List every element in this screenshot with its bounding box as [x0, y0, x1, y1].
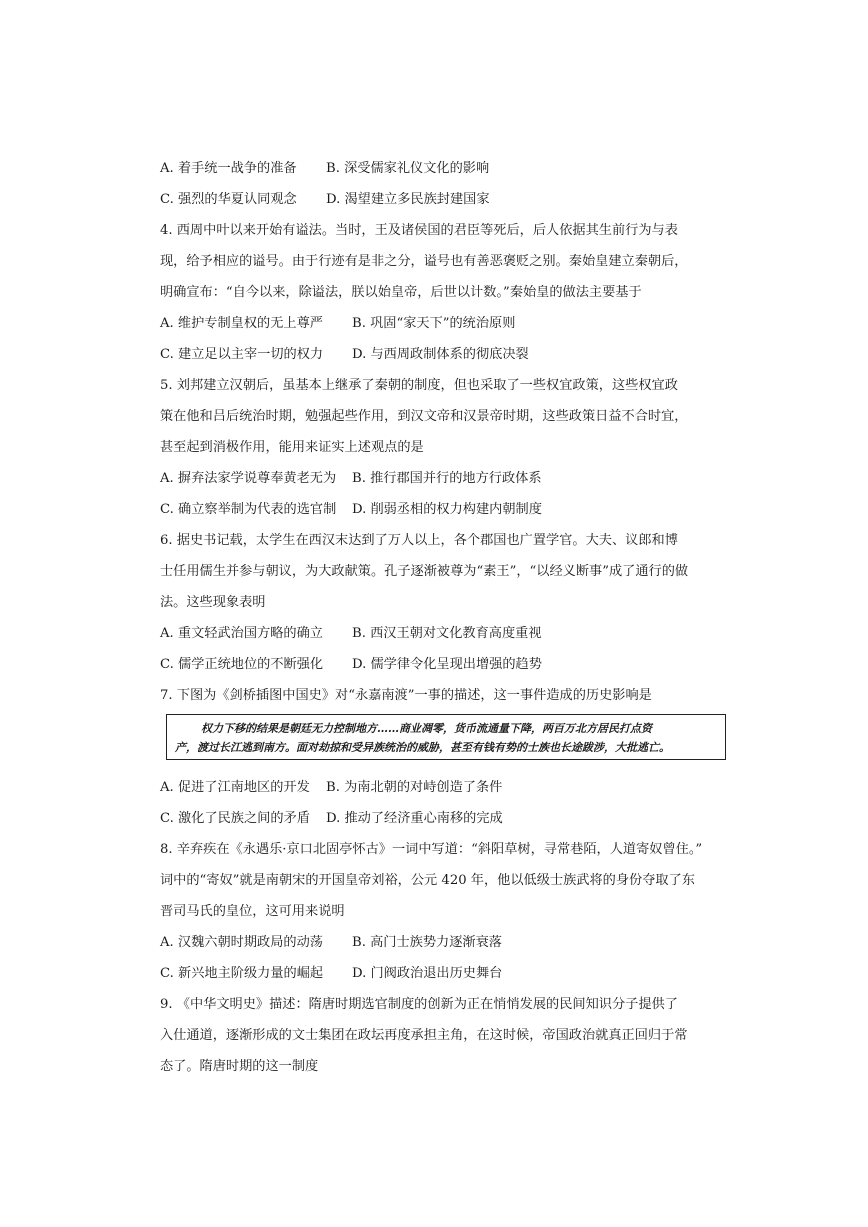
- q3-option-c: C. 强烈的华夏认同观念: [160, 192, 297, 207]
- q5-stem-line-1: 5. 刘邦建立汉朝后，虽基本上继承了秦朝的制度，但也采取了一些权宜政策，这些权宜政: [160, 378, 678, 393]
- q6-options-row-1: [160, 625, 720, 643]
- q7-option-b: B. 为南北朝的对峙创造了条件: [326, 780, 503, 795]
- q7-options-row-1: [160, 779, 720, 797]
- q9-stem-line-1: 9. 《中华文明史》描述：隋唐时期选官制度的创新为正在悄悄发展的民间知识分子提供了: [160, 997, 678, 1012]
- q6-option-d: D. 儒学律令化呈现出增强的趋势: [352, 657, 542, 672]
- q5-option-c: C. 确立察举制为代表的选官制: [160, 502, 337, 517]
- q3-option-b: B. 深受儒家礼仪文化的影响: [326, 161, 490, 176]
- q5-options-row-1: [160, 470, 720, 488]
- q9-stem-line-3: 态了。隋唐时期的这一制度: [160, 1059, 319, 1074]
- q7-stem: 7. 下图为《剑桥插图中国史》对“永嘉南渡”一事的描述，这一事件造成的历史影响是: [160, 688, 652, 703]
- q6-option-b: B. 西汉王朝对文化教育高度重视: [352, 626, 542, 641]
- q8-options-row-1: [160, 934, 720, 952]
- q6-option-c: C. 儒学正统地位的不断强化: [160, 657, 324, 672]
- q8-options-row-2: [160, 965, 720, 983]
- q3-options-row-1: [160, 160, 720, 178]
- q8-option-a: A. 汉魏六朝时期政局的动荡: [160, 935, 323, 950]
- q5-option-a: A. 摒弃法家学说尊奉黄老无为: [160, 471, 337, 486]
- q4-stem-line-1: 4. 西周中叶以来开始有谥法。当时，王及诸侯国的君臣等死后，后人依据其生前行为与表: [160, 223, 678, 238]
- q9-stem-line-2: 入仕通道，逐渐形成的文士集团在政坛再度承担主角，在这时候，帝国政治就真正回归于常: [160, 1028, 688, 1043]
- q8-option-d: D. 门阀政治退出历史舞台: [352, 966, 503, 981]
- q8-option-b: B. 高门士族势力逐渐衰落: [352, 935, 502, 950]
- q5-stem-line-3: 甚至起到消极作用，能用来证实上述观点的是: [160, 440, 424, 455]
- q6-stem-line-1: 6. 据史书记载，太学生在西汉末达到了万人以上，各个郡国也广置学官。大夫、议郎和博: [160, 533, 678, 548]
- q4-stem-line-3: 明确宣布：“自今以来，除谥法，朕以始皇帝，后世以计数。”秦始皇的做法主要基于: [160, 285, 642, 300]
- q8-stem-line-2: 词中的“寄奴”就是南朝宋的开国皇帝刘裕，公元 420 年，他以低级士族武将的身份夺取了东: [160, 873, 695, 888]
- q8-option-c: C. 新兴地主阶级力量的崛起: [160, 966, 324, 981]
- q3-options-row-2: [160, 191, 720, 209]
- q4-stem-line-2: 现，给予相应的谥号。由于行迹有是非之分，谥号也有善恶褒贬之别。秦始皇建立秦朝后，: [160, 254, 688, 269]
- q4-options-row-2: [160, 346, 720, 364]
- q4-option-d: D. 与西周政制体系的彻底决裂: [352, 347, 529, 362]
- q4-option-c: C. 建立足以主宰一切的权力: [160, 347, 324, 362]
- q8-stem-line-1: 8. 辛弃疾在《永遇乐·京口北固亭怀古》一词中写道：“斜阳草树，寻常巷陌，人道寄奴曾住。”: [160, 842, 703, 857]
- q7-options-row-2: [160, 810, 720, 828]
- q7-quote-line-2: 产，渡过长江逃到南方。面对劫掠和受异族统治的威胁，甚至有钱有势的士族也长途跋涉，大批逃亡。: [175, 741, 670, 754]
- q6-options-row-2: [160, 656, 720, 674]
- q7-option-a: A. 促进了江南地区的开发: [160, 780, 310, 795]
- q7-quote-box: [166, 714, 726, 760]
- q6-option-a: A. 重文轻武治国方略的确立: [160, 626, 323, 641]
- q7-option-c: C. 激化了民族之间的矛盾: [160, 811, 310, 826]
- q7-quote-line-1: 权力下移的结果是朝廷无力控制地方……商业凋零，货币流通量下降，两百万北方居民打点资: [201, 722, 652, 735]
- q5-stem-line-2: 策在他和吕后统治时期，勉强起些作用，到汉文帝和汉景帝时期，这些政策日益不合时宜，: [160, 409, 688, 424]
- q5-option-b: B. 推行郡国并行的地方行政体系: [352, 471, 542, 486]
- q6-stem-line-3: 法。这些现象表明: [160, 595, 266, 610]
- q5-option-d: D. 削弱丞相的权力构建内朝制度: [352, 502, 542, 517]
- q4-options-row-1: [160, 315, 720, 333]
- q3-option-d: D. 渴望建立多民族封建国家: [326, 192, 490, 207]
- q6-stem-line-2: 士任用儒生并参与朝议，为大政献策。孔子逐渐被尊为“素王”，“以经义断事”成了通行的做: [160, 564, 689, 579]
- q4-option-b: B. 巩固“家天下”的统治原则: [352, 316, 516, 331]
- q5-options-row-2: [160, 501, 720, 519]
- q8-stem-line-3: 晋司马氏的皇位，这可用来说明: [160, 904, 345, 919]
- q3-option-a: A. 着手统一战争的准备: [160, 161, 297, 176]
- q4-option-a: A. 维护专制皇权的无上尊严: [160, 316, 323, 331]
- q7-option-d: D. 推动了经济重心南移的完成: [326, 811, 503, 826]
